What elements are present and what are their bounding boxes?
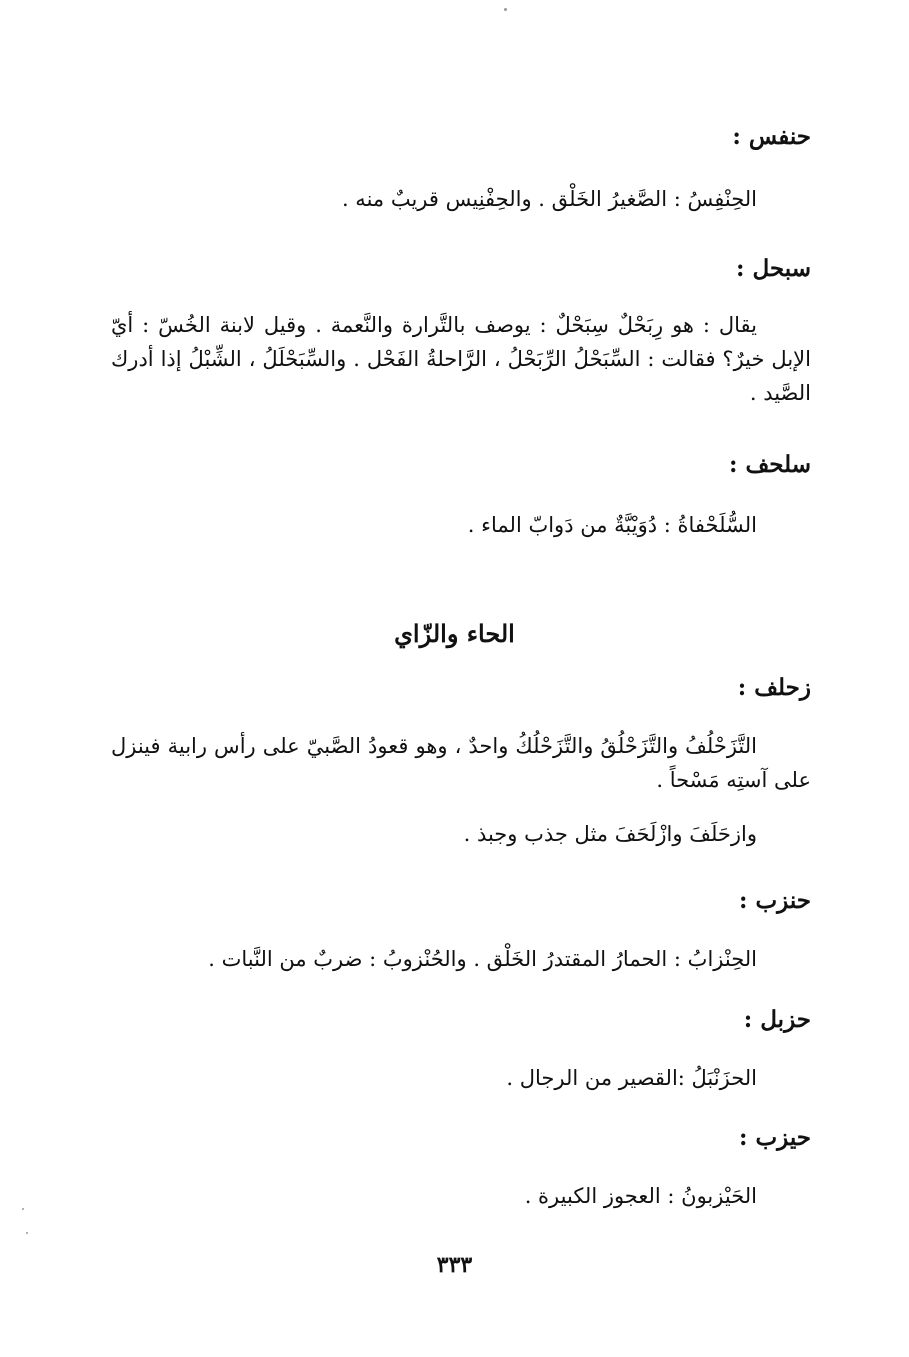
entry-sabhal [111,252,811,410]
scan-speck [26,1232,28,1234]
entry-headword: سلحف : [728,451,811,478]
entry-headword: زحلف : [737,674,811,701]
section-title: الحاء والزّاي [394,619,515,648]
entry-headword: حنزب : [739,887,811,914]
entry-salhaf [111,448,811,542]
scan-speck [504,8,507,11]
entry-definition: يقال : هو رِبَحْلٌ سِبَحْلٌ : يوصف بالتَّرارة والنَّعمة . وقيل لابنة الخُسّ : أيّ الإبل خيرٌ؟ فقالت : السِّبَحْلُ الرِّبَحْلُ ، الرَّاحلةُ الفَحْل . والسِّبَحْلَلُ ، الشِّبْلُ إذا أدرك الصَّيد . [111,313,811,405]
entry-definition: التَّزَحْلُفُ والتَّزَحْلُقُ والتَّزَحْلُكُ واحدٌ ، وهو قعودُ الصَّبيّ على رأس رابية فينزل على آستِه مَسْحاً . [111,734,811,792]
scan-speck [22,1208,24,1210]
entry-hanzab [111,884,811,976]
entry-headword: حنفس : [732,123,811,150]
entry-headword: حزبل : [743,1006,811,1033]
entry-headword: سبحل : [736,255,811,282]
entry-zahlaf [111,671,811,851]
entry-definition: الحَيْزبونُ : العجوز الكبيرة . [524,1184,757,1208]
entry-definition-continued: وازحَلَفَ وازْلَحَفَ مثل جذب وجبذ . [463,822,757,846]
entry-hazbal [111,1003,811,1095]
entry-hanfas [111,120,811,216]
entry-definition: الحزَنْبَلُ :القصير من الرجال . [506,1066,757,1090]
entry-definition: السُّلَحْفاةُ : دُوَيْبَّةٌ من دَوابّ الماء . [467,513,757,537]
entry-definition: الحِنْزابُ : الحمارُ المقتدرُ الخَلْق . والحُنْزوبُ : ضربٌ من النَّبات . [208,947,757,971]
page-number: ٣٣٣ [436,1252,473,1278]
entry-hayzab [111,1121,811,1213]
entry-definition: الحِنْفِسُ : الصَّغيرُ الخَلْق . والحِفْنِيس قريبٌ منه . [341,187,757,211]
entry-headword: حيزب : [739,1124,811,1151]
